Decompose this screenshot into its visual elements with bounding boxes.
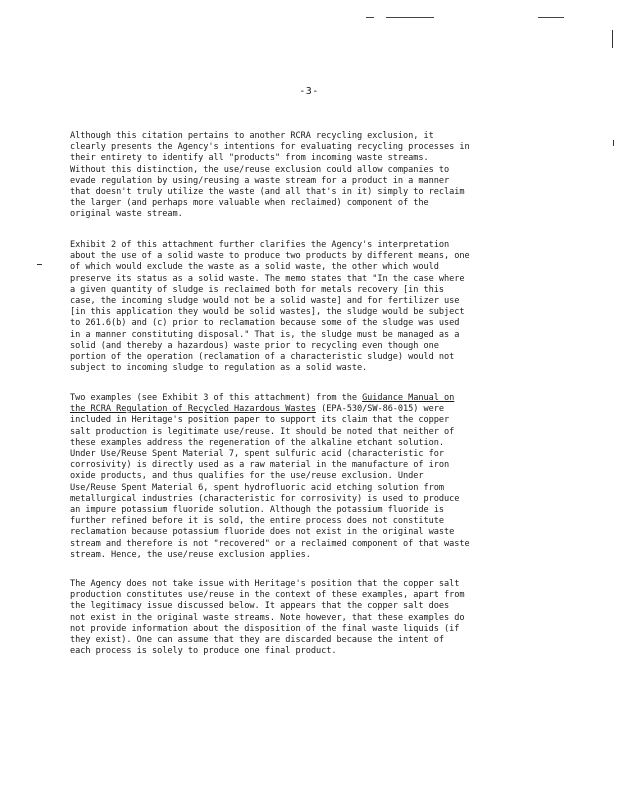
text-line: Although this citation pertains to another RCRA recycling exclusion, it <box>70 131 434 141</box>
paragraph-3 <box>70 393 556 561</box>
text-line: metallurgical industries (characteristic for corrosivity) is used to produce <box>70 493 460 504</box>
text-line: of which would exclude the waste as a solid waste, the other which would <box>70 262 439 273</box>
text-line: portion of the operation (reclamation of a characteristic sludge) would not <box>70 352 455 363</box>
text-line: they exist). One can assume that they are discarded because the intent of <box>70 635 445 646</box>
text-line: case, the incoming sludge would not be a solid waste] and for fertilizer use <box>70 296 460 307</box>
paragraph-4 <box>70 579 556 657</box>
guidance-manual-title: Guidance Manual on <box>362 393 455 403</box>
page-number: -3- <box>299 86 319 97</box>
text-line: these examples address the regeneration of the alkaline etchant solution. <box>70 437 445 448</box>
text-line: not provide information about the disposition of the final waste liquids (if <box>70 623 460 634</box>
text-line: corrosivity) is directly used as a raw material in the manufacture of iron <box>70 460 450 471</box>
text-line: reclamation because potassium fluoride does not exist in the original waste <box>70 527 455 538</box>
scan-artifact-top <box>386 17 434 18</box>
guidance-manual-title: the RCRA Regulation of Recycled Hazardous Wastes <box>70 404 316 415</box>
text-line: [in this application they would be solid wastes], the sludge would be subject <box>70 307 465 318</box>
text-line: Use/Reuse Spent Material 6, spent hydrofluoric acid etching solution from <box>70 482 445 493</box>
text-line: each process is solely to produce one final product. <box>70 646 337 657</box>
text-line: stream and therefore is not "recovered" or a reclaimed component of that waste <box>70 538 470 549</box>
text-line: in a manner constituting disposal." That is, the sludge must be managed as a <box>70 329 460 340</box>
scan-artifact-edge <box>613 140 614 146</box>
paragraph-1 <box>70 131 556 221</box>
text-line: clearly presents the Agency's intentions for evaluating recycling processes in <box>70 142 470 153</box>
text-line: The Agency does not take issue with Heritage's position that the copper salt <box>70 579 460 589</box>
margin-mark <box>37 264 42 265</box>
text-line: subject to incoming sludge to regulation as a solid waste. <box>70 363 368 374</box>
text-line: further refined before it is sold, the entire process does not constitute <box>70 516 445 527</box>
text-line: Without this distinction, the use/reuse exclusion could allow companies to <box>70 164 450 175</box>
text-line: the legitimacy issue discussed below. It appears that the copper salt does <box>70 601 450 612</box>
text-line <box>70 393 556 404</box>
text-line: Under Use/Reuse Spent Material 7, spent sulfuric acid (characteristic for <box>70 449 445 460</box>
text-segment: Two examples (see Exhibit 3 of this attachment) from the <box>70 393 363 403</box>
scan-artifact-edge <box>612 30 613 48</box>
text-line: oxide products, and thus qualifies for the use/reuse exclusion. Under <box>70 471 424 482</box>
text-line: their entirety to identify all "products" from incoming waste streams. <box>70 153 429 164</box>
text-line: solid (and thereby a hazardous) waste prior to recycling even though one <box>70 340 439 351</box>
text-line: stream. Hence, the use/reuse exclusion applies. <box>70 549 311 560</box>
text-line: not exist in the original waste streams. Note however, that these examples do <box>70 612 465 623</box>
scan-artifact-top <box>538 17 564 18</box>
text-line: a given quantity of sludge is reclaimed both for metals recovery [in this <box>70 284 445 295</box>
text-line: about the use of a solid waste to produce two products by different means, one <box>70 251 470 262</box>
text-line: that doesn't truly utilize the waste (and all that's in it) simply to reclaim <box>70 187 465 198</box>
text-line: an impure potassium fluoride solution. Although the potassium fluoride is <box>70 505 445 516</box>
text-line: to 261.6(b) and (c) prior to reclamation because some of the sludge was used <box>70 318 460 329</box>
text-line: the larger (and perhaps more valuable when reclaimed) component of the <box>70 198 429 209</box>
text-line: preserve its status as a solid waste. The memo states that "In the case where <box>70 273 465 284</box>
scan-artifact-top <box>366 17 374 18</box>
text-line: original waste stream. <box>70 209 183 220</box>
text-line <box>70 404 556 415</box>
text-line: included in Heritage's position paper to support its claim that the copper <box>70 415 450 426</box>
text-line: salt production is legitimate use/reuse. It should be noted that neither of <box>70 426 455 437</box>
text-line: evade regulation by using/reusing a waste stream for a product in a manner <box>70 175 450 186</box>
paragraph-2 <box>70 240 556 374</box>
text-line: Exhibit 2 of this attachment further clarifies the Agency's interpretation <box>70 240 450 250</box>
text-segment: (EPA-530/SW-86-015) were <box>315 404 445 415</box>
text-line: production constitutes use/reuse in the context of these examples, apart from <box>70 590 465 601</box>
